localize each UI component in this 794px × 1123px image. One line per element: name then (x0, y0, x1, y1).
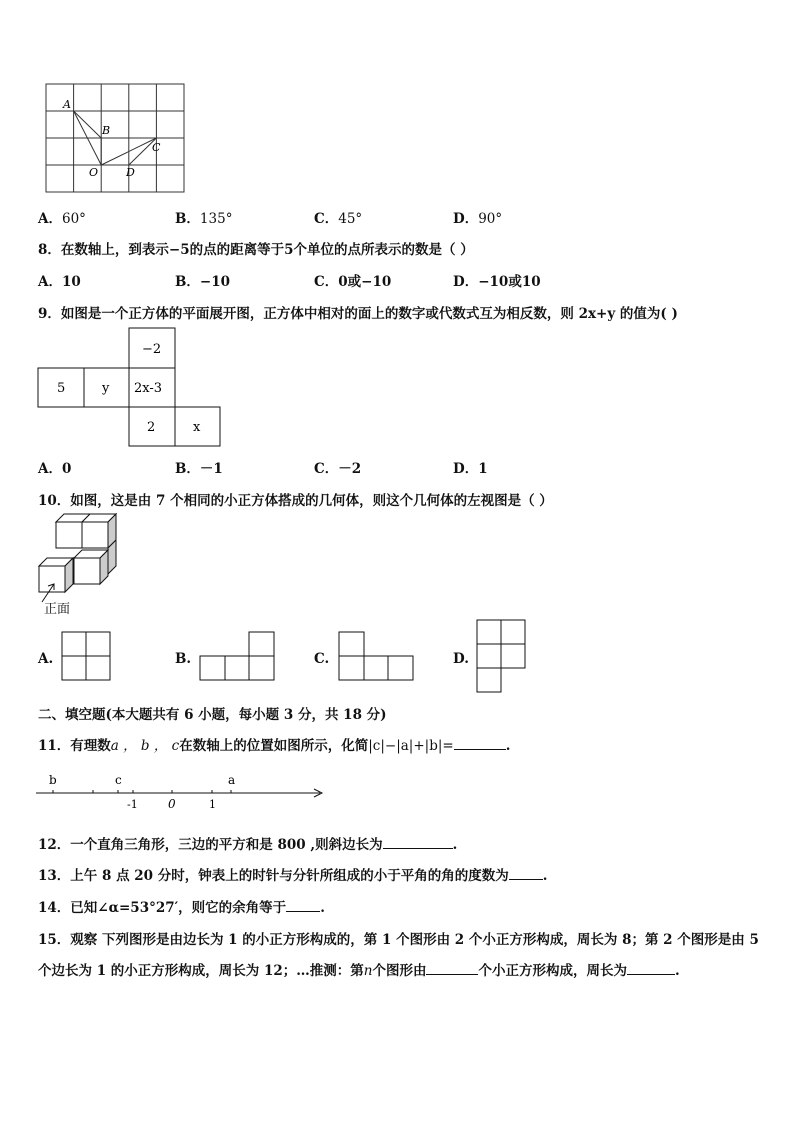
q10-option-d-label: D. (453, 651, 469, 667)
q14-stem (38, 896, 325, 916)
q15-text-c: 个小正方形构成，周长为 (478, 963, 627, 979)
option-letter: A． (38, 461, 62, 477)
q9-cube-net (38, 328, 224, 450)
label-A: A (63, 98, 71, 111)
q8-option-a (38, 270, 81, 290)
label-C: C (152, 141, 161, 154)
option-text: −10或10 (478, 274, 541, 290)
q11-stem-b: 在数轴上的位置如图所示，化简 (179, 738, 369, 754)
option-text: 45° (338, 211, 363, 227)
net-left: 5 (57, 381, 66, 396)
label-O: O (89, 166, 99, 179)
q10-option-b-label: B. (175, 651, 192, 667)
q15-n: n (363, 963, 373, 979)
q7-option-c (314, 207, 362, 227)
axis-tick-zero: 0 (168, 797, 176, 811)
axis-tick-one: 1 (209, 798, 216, 811)
net-bottom: 2 (147, 420, 156, 435)
option-text: 1 (478, 461, 488, 477)
answer-blank[interactable] (627, 962, 675, 975)
q7-grid-figure (40, 80, 190, 196)
option-text: 60° (61, 211, 86, 227)
q15-line-1: 15．观察 下列图形是由边长为 1 的小正方形构成的，第 1 个图形由 2 个小正方形构成，周长为 8；第 2 个图形是由 5 (38, 932, 759, 948)
option-letter: D． (453, 211, 479, 227)
q10-option-a-label: A. (38, 651, 54, 667)
q12-text: 12．一个直角三角形，三边的平方和是 800 ,则斜边长为 (38, 837, 383, 853)
net-center: 2x-3 (134, 381, 163, 396)
q9-option-d (453, 457, 488, 477)
answer-blank[interactable] (454, 737, 506, 750)
q15-line-2 (38, 959, 680, 979)
axis-label-c: c (115, 773, 122, 787)
axis-tick-minus1: -1 (127, 798, 138, 811)
q13-text: 13．上午 8 点 20 分时，钟表上的时针与分针所组成的小于平角的角的度数为 (38, 868, 509, 884)
q8-option-d (453, 270, 541, 290)
q10-option-a-figure (62, 632, 114, 684)
option-letter: C． (314, 211, 339, 227)
option-text: －1 (199, 461, 223, 477)
section-2-heading: 二、填空题(本大题共有 6 小题，每小题 3 分，共 18 分) (38, 707, 387, 723)
option-text: 0 (61, 461, 72, 477)
label-B: B (102, 124, 111, 137)
option-text: 10 (61, 274, 81, 290)
option-text: 135° (199, 211, 233, 227)
q7-option-b (175, 207, 232, 227)
q15-text-b: 个图形由 (372, 963, 427, 979)
front-label: 正面 (44, 602, 71, 617)
q15-end: . (674, 963, 680, 979)
label-D: D (126, 166, 135, 179)
q11-vars: a ， b ， c (110, 738, 180, 754)
q13-end: . (542, 868, 548, 884)
option-text: －2 (338, 461, 362, 477)
axis-label-b: b (49, 773, 57, 787)
option-text: 90° (478, 211, 503, 227)
q10-option-c-label: C. (314, 651, 330, 667)
q10-option-d-figure (477, 620, 531, 696)
q8-option-c (314, 270, 391, 290)
q11-number-line (36, 772, 328, 814)
option-letter: A． (38, 274, 62, 290)
net-mid: y (102, 381, 110, 396)
q8-stem: 8．在数轴上，到表示−5的点的距离等于5个单位的点所表示的数是（ ） (38, 242, 474, 258)
q7-option-d (453, 207, 502, 227)
q10-option-b-figure (200, 632, 278, 684)
answer-blank[interactable] (509, 867, 543, 880)
q8-option-b (175, 270, 230, 290)
q12-stem (38, 833, 457, 853)
q9-option-a (38, 457, 71, 477)
q11-end: . (505, 738, 511, 754)
q15-text-a: 个边长为 1 的小正方形构成，周长为 12；…推测：第 (38, 963, 364, 979)
q10-stem: 10．如图，这是由 7 个相同的小正方体搭成的几何体，则这个几何体的左视图是（ ） (38, 493, 553, 509)
option-letter: D． (453, 461, 479, 477)
q9-option-b (175, 457, 223, 477)
q12-end: . (452, 837, 458, 853)
option-letter: B． (175, 274, 200, 290)
q7-option-a (38, 207, 86, 227)
q11-expression: |c|−|a|+|b|= (368, 738, 454, 754)
q13-stem (38, 864, 547, 884)
axis-label-a: a (228, 773, 236, 787)
answer-blank[interactable] (286, 899, 320, 912)
option-text: −10 (199, 274, 231, 290)
option-letter: D． (453, 274, 479, 290)
option-text: 0或−10 (338, 274, 392, 290)
q9-option-c (314, 457, 361, 477)
answer-blank[interactable] (426, 962, 478, 975)
option-letter: C． (314, 274, 339, 290)
q9-stem: 9．如图是一个正方体的平面展开图，正方体中相对的面上的数字或代数式互为相反数，则 2x+y 的值为( ) (38, 306, 678, 322)
option-letter: C． (314, 461, 339, 477)
q10-option-c-figure (339, 632, 417, 684)
option-letter: A． (38, 211, 62, 227)
option-letter: B． (175, 461, 200, 477)
answer-blank[interactable] (383, 836, 453, 849)
net-top: −2 (142, 342, 162, 357)
q14-text: 14．已知∠α=53°27′，则它的余角等于 (38, 900, 287, 916)
option-letter: B． (175, 211, 200, 227)
q10-solid-figure (36, 510, 126, 602)
q14-end: . (320, 900, 325, 916)
q11-stem (38, 734, 510, 754)
net-right: x (193, 420, 201, 435)
q11-stem-a: 11．有理数 (38, 738, 111, 754)
